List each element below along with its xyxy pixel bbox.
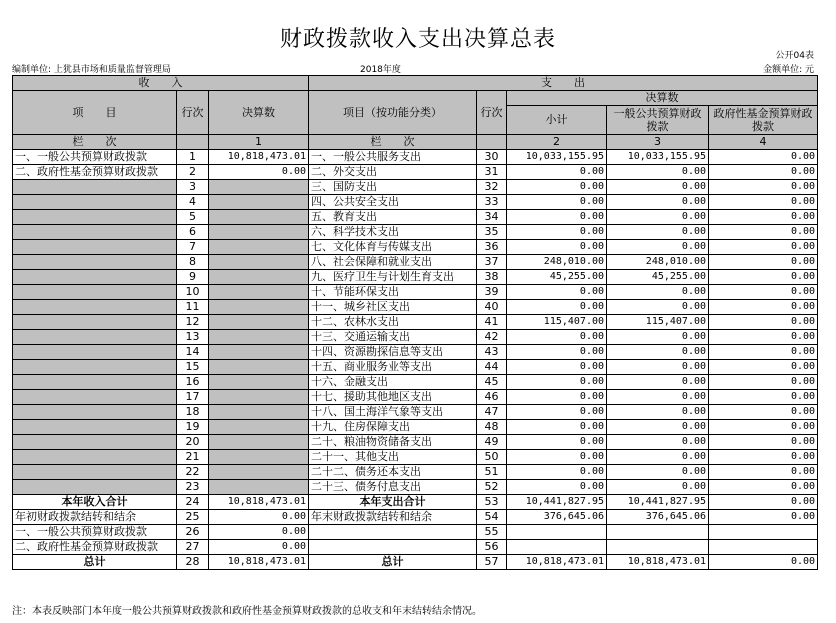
row-no: 40 [477, 300, 507, 315]
income-item: 一、一般公共预算财政拨款 [13, 150, 177, 165]
subtotal-header: 小计 [507, 106, 607, 135]
table-row [13, 300, 818, 315]
income-amount [209, 390, 309, 405]
general-budget-amount: 248,010.00 [607, 255, 709, 270]
income-item [13, 285, 177, 300]
expense-item: 十一、城乡社区支出 [309, 300, 477, 315]
fund-budget-amount: 0.00 [709, 330, 818, 345]
fund-budget-amount: 0.00 [709, 255, 818, 270]
subtotal-amount: 0.00 [507, 195, 607, 210]
table-row [13, 450, 818, 465]
row-no: 57 [477, 555, 507, 570]
row-no: 23 [177, 480, 209, 495]
row-no: 3 [177, 180, 209, 195]
expense-item: 十二、农林水支出 [309, 315, 477, 330]
subtotal-amount: 0.00 [507, 480, 607, 495]
income-item [13, 375, 177, 390]
grand-total-label-2: 总计 [309, 555, 477, 570]
fund-budget-amount: 0.00 [709, 195, 818, 210]
income-item [13, 270, 177, 285]
subtotal-amount: 0.00 [507, 450, 607, 465]
subtotal-amount: 0.00 [507, 420, 607, 435]
expense-item: 十、节能环保支出 [309, 285, 477, 300]
subtotal-amount: 248,010.00 [507, 255, 607, 270]
carry-out-subtotal: 376,645.06 [507, 510, 607, 525]
page-title: 财政拨款收入支出决算总表 [279, 27, 556, 52]
grand-total-income: 10,818,473.01 [209, 555, 309, 570]
table-row [13, 345, 818, 360]
expense-item: 十九、住房保障支出 [309, 420, 477, 435]
income-item [13, 480, 177, 495]
general-budget-amount: 0.00 [607, 330, 709, 345]
row-no: 41 [477, 315, 507, 330]
fund-budget-amount: 0.00 [709, 300, 818, 315]
income-item [13, 450, 177, 465]
row-no: 27 [177, 540, 209, 555]
income-item [13, 180, 177, 195]
amount-unit: 金额单位: 元 [763, 65, 814, 75]
income-item [13, 435, 177, 450]
row-no: 22 [177, 465, 209, 480]
row-no: 50 [477, 450, 507, 465]
fund-budget-amount: 0.00 [709, 465, 818, 480]
row-no: 36 [477, 240, 507, 255]
grand-total-subtotal: 10,818,473.01 [507, 555, 607, 570]
fund-budget-header: 政府性基金预算财政拨款 [709, 106, 818, 135]
income-amount [209, 285, 309, 300]
row-no: 56 [477, 540, 507, 555]
income-item [13, 300, 177, 315]
subtotal-amount: 0.00 [507, 240, 607, 255]
income-amount [209, 360, 309, 375]
income-amount [209, 435, 309, 450]
row-no: 46 [477, 390, 507, 405]
subtotal-amount: 0.00 [507, 210, 607, 225]
row-no: 5 [177, 210, 209, 225]
general-budget-amount: 0.00 [607, 285, 709, 300]
year-label: 2018年度 [360, 65, 401, 75]
income-amount: 10,818,473.01 [209, 150, 309, 165]
row-no: 55 [477, 525, 507, 540]
income-amount [209, 480, 309, 495]
func-item-header: 项目（按功能分类） [309, 91, 477, 135]
general-budget-amount: 0.00 [607, 195, 709, 210]
row-no: 54 [477, 510, 507, 525]
subtotal-amount: 0.00 [507, 225, 607, 240]
fund-budget-amount: 0.00 [709, 240, 818, 255]
income-amount [209, 315, 309, 330]
income-item [13, 225, 177, 240]
income-total: 10,818,473.01 [209, 495, 309, 510]
subtotal-amount: 0.00 [507, 360, 607, 375]
carry-in-label: 年初财政拨款结转和结余 [13, 510, 177, 525]
table-row [13, 270, 818, 285]
carry-out-fund: 0.00 [709, 510, 818, 525]
row-no: 49 [477, 435, 507, 450]
expense-item: 二十、粮油物资储备支出 [309, 435, 477, 450]
table-row [13, 435, 818, 450]
carry-out-general: 376,645.06 [607, 510, 709, 525]
income-amount: 0.00 [209, 165, 309, 180]
subtotal-amount: 0.00 [507, 405, 607, 420]
income-amount [209, 450, 309, 465]
finance-table [12, 75, 818, 570]
general-budget-amount: 0.00 [607, 345, 709, 360]
table-row [13, 255, 818, 270]
income-amount [209, 375, 309, 390]
table-row [13, 405, 818, 420]
general-budget-amount: 0.00 [607, 225, 709, 240]
row-no: 10 [177, 285, 209, 300]
col-4: 4 [709, 135, 818, 150]
row-no: 12 [177, 315, 209, 330]
fund-budget-amount: 0.00 [709, 450, 818, 465]
subtotal-amount: 0.00 [507, 330, 607, 345]
col-1: 1 [209, 135, 309, 150]
row-no: 42 [477, 330, 507, 345]
income-item [13, 345, 177, 360]
fund-budget-amount: 0.00 [709, 360, 818, 375]
row-no: 43 [477, 345, 507, 360]
general-budget-header: 一般公共预算财政拨款 [607, 106, 709, 135]
row-no: 44 [477, 360, 507, 375]
col-3: 3 [607, 135, 709, 150]
income-amount [209, 195, 309, 210]
table-row [13, 225, 818, 240]
table-row [13, 360, 818, 375]
carry-in-general-amount: 0.00 [209, 525, 309, 540]
general-budget-amount: 0.00 [607, 375, 709, 390]
general-budget-amount: 0.00 [607, 165, 709, 180]
row-no: 26 [177, 525, 209, 540]
expense-item: 五、教育支出 [309, 210, 477, 225]
fund-budget-amount: 0.00 [709, 210, 818, 225]
table-row [13, 420, 818, 435]
expense-item: 十三、交通运输支出 [309, 330, 477, 345]
row-no-header: 行次 [177, 91, 209, 135]
subtotal-amount: 0.00 [507, 375, 607, 390]
col-label: 栏 次 [13, 135, 177, 150]
grand-total-general: 10,818,473.01 [607, 555, 709, 570]
final-amount-header: 决算数 [209, 91, 309, 135]
general-budget-amount: 45,255.00 [607, 270, 709, 285]
income-amount [209, 255, 309, 270]
footnote: 注：本表反映部门本年度一般公共预算财政拨款和政府性基金预算财政拨款的总收支和年末结转结余情况。 [12, 606, 482, 617]
income-item [13, 405, 177, 420]
subtotal-amount: 115,407.00 [507, 315, 607, 330]
subtotal-amount: 0.00 [507, 180, 607, 195]
grand-total-label: 总计 [13, 555, 177, 570]
row-no: 39 [477, 285, 507, 300]
income-item [13, 195, 177, 210]
row-no: 25 [177, 510, 209, 525]
row-no: 4 [177, 195, 209, 210]
carry-out-label: 年末财政拨款结转和结余 [309, 510, 477, 525]
row-no: 45 [477, 375, 507, 390]
general-budget-amount: 0.00 [607, 390, 709, 405]
form-code: 公开04表 [775, 51, 814, 61]
expense-item: 二十一、其他支出 [309, 450, 477, 465]
general-budget-amount: 10,033,155.95 [607, 150, 709, 165]
row-no: 17 [177, 390, 209, 405]
subtotal-amount: 0.00 [507, 300, 607, 315]
general-budget-amount: 0.00 [607, 450, 709, 465]
row-no: 6 [177, 225, 209, 240]
subtotal-amount: 0.00 [507, 390, 607, 405]
table-row [13, 210, 818, 225]
table-row [13, 195, 818, 210]
row-no: 48 [477, 420, 507, 435]
general-budget-amount: 0.00 [607, 465, 709, 480]
income-amount [209, 210, 309, 225]
table-row [13, 240, 818, 255]
subtotal-amount: 45,255.00 [507, 270, 607, 285]
row-no: 15 [177, 360, 209, 375]
row-no: 19 [177, 420, 209, 435]
fund-budget-amount: 0.00 [709, 375, 818, 390]
row-no: 37 [477, 255, 507, 270]
expense-item: 六、科学技术支出 [309, 225, 477, 240]
expense-item: 二十二、债务还本支出 [309, 465, 477, 480]
col-2: 2 [507, 135, 607, 150]
final-amount-header-2: 决算数 [507, 91, 818, 106]
fund-budget-amount: 0.00 [709, 285, 818, 300]
fund-budget-amount: 0.00 [709, 225, 818, 240]
expense-total-general: 10,441,827.95 [607, 495, 709, 510]
row-no-header-2: 行次 [477, 91, 507, 135]
expense-total-subtotal: 10,441,827.95 [507, 495, 607, 510]
row-no: 11 [177, 300, 209, 315]
table-row [13, 165, 818, 180]
row-no: 1 [177, 150, 209, 165]
income-amount [209, 330, 309, 345]
subtotal-amount: 0.00 [507, 285, 607, 300]
income-item [13, 465, 177, 480]
row-no: 52 [477, 480, 507, 495]
general-budget-amount: 115,407.00 [607, 315, 709, 330]
carry-in-amount: 0.00 [209, 510, 309, 525]
income-amount [209, 240, 309, 255]
expense-header: 支 出 [309, 76, 818, 91]
row-no: 8 [177, 255, 209, 270]
expense-item: 十七、援助其他地区支出 [309, 390, 477, 405]
fund-budget-amount: 0.00 [709, 405, 818, 420]
general-budget-amount: 0.00 [607, 435, 709, 450]
general-budget-amount: 0.00 [607, 210, 709, 225]
income-amount [209, 420, 309, 435]
carry-in-fund-amount: 0.00 [209, 540, 309, 555]
carry-in-fund-label: 二、政府性基金预算财政拨款 [13, 540, 177, 555]
expense-item: 九、医疗卫生与计划生育支出 [309, 270, 477, 285]
row-no: 53 [477, 495, 507, 510]
row-no: 33 [477, 195, 507, 210]
fund-budget-amount: 0.00 [709, 315, 818, 330]
income-amount [209, 180, 309, 195]
expense-item: 二、外交支出 [309, 165, 477, 180]
fund-budget-amount: 0.00 [709, 180, 818, 195]
row-no: 13 [177, 330, 209, 345]
grand-total-fund: 0.00 [709, 555, 818, 570]
row-no: 38 [477, 270, 507, 285]
income-amount [209, 405, 309, 420]
general-budget-amount: 0.00 [607, 240, 709, 255]
general-budget-amount: 0.00 [607, 300, 709, 315]
income-total-label: 本年收入合计 [13, 495, 177, 510]
fund-budget-amount: 0.00 [709, 390, 818, 405]
income-item: 二、政府性基金预算财政拨款 [13, 165, 177, 180]
income-item [13, 255, 177, 270]
row-no: 32 [477, 180, 507, 195]
expense-item: 十八、国土海洋气象等支出 [309, 405, 477, 420]
income-amount [209, 225, 309, 240]
row-no: 34 [477, 210, 507, 225]
table-row [13, 375, 818, 390]
income-item [13, 360, 177, 375]
table-row [13, 150, 818, 165]
row-no: 51 [477, 465, 507, 480]
subtotal-amount: 0.00 [507, 465, 607, 480]
fund-budget-amount: 0.00 [709, 420, 818, 435]
expense-item: 十五、商业服务业等支出 [309, 360, 477, 375]
income-amount [209, 270, 309, 285]
fund-budget-amount: 0.00 [709, 435, 818, 450]
expense-total-label: 本年支出合计 [309, 495, 477, 510]
fund-budget-amount: 0.00 [709, 270, 818, 285]
row-no: 20 [177, 435, 209, 450]
table-row [13, 330, 818, 345]
income-header: 收 入 [13, 76, 309, 91]
fund-budget-amount: 0.00 [709, 165, 818, 180]
row-no: 7 [177, 240, 209, 255]
general-budget-amount: 0.00 [607, 420, 709, 435]
row-no: 35 [477, 225, 507, 240]
row-no: 18 [177, 405, 209, 420]
table-row [13, 180, 818, 195]
expense-item: 一、一般公共服务支出 [309, 150, 477, 165]
general-budget-amount: 0.00 [607, 405, 709, 420]
row-no: 47 [477, 405, 507, 420]
general-budget-amount: 0.00 [607, 360, 709, 375]
row-no: 2 [177, 165, 209, 180]
expense-item: 二十三、债务付息支出 [309, 480, 477, 495]
row-no: 9 [177, 270, 209, 285]
unit-label: 编制单位: 上犹县市场和质量监督管理局 [12, 65, 171, 75]
fund-budget-amount: 0.00 [709, 480, 818, 495]
table-row [13, 315, 818, 330]
income-item [13, 330, 177, 345]
table-row [13, 390, 818, 405]
carry-in-general-label: 一、一般公共预算财政拨款 [13, 525, 177, 540]
income-item [13, 315, 177, 330]
income-amount [209, 345, 309, 360]
row-no: 21 [177, 450, 209, 465]
table-row [13, 465, 818, 480]
income-item [13, 240, 177, 255]
subtotal-amount: 0.00 [507, 165, 607, 180]
expense-item: 十四、资源勘探信息等支出 [309, 345, 477, 360]
income-item [13, 420, 177, 435]
table-row [13, 285, 818, 300]
col-label-2: 栏 次 [309, 135, 477, 150]
income-amount [209, 465, 309, 480]
expense-total-fund: 0.00 [709, 495, 818, 510]
table-row [13, 480, 818, 495]
income-amount [209, 300, 309, 315]
row-no: 16 [177, 375, 209, 390]
expense-item: 七、文化体育与传媒支出 [309, 240, 477, 255]
fund-budget-amount: 0.00 [709, 345, 818, 360]
income-item [13, 210, 177, 225]
item-header: 项 目 [13, 91, 177, 135]
general-budget-amount: 0.00 [607, 180, 709, 195]
subtotal-amount: 10,033,155.95 [507, 150, 607, 165]
expense-item: 十六、金融支出 [309, 375, 477, 390]
general-budget-amount: 0.00 [607, 480, 709, 495]
subtotal-amount: 0.00 [507, 435, 607, 450]
subtotal-amount: 0.00 [507, 345, 607, 360]
row-no: 14 [177, 345, 209, 360]
row-no: 31 [477, 165, 507, 180]
expense-item: 八、社会保障和就业支出 [309, 255, 477, 270]
fund-budget-amount: 0.00 [709, 150, 818, 165]
row-no: 30 [477, 150, 507, 165]
income-item [13, 390, 177, 405]
row-no: 24 [177, 495, 209, 510]
row-no: 28 [177, 555, 209, 570]
expense-item: 四、公共安全支出 [309, 195, 477, 210]
expense-item: 三、国防支出 [309, 180, 477, 195]
